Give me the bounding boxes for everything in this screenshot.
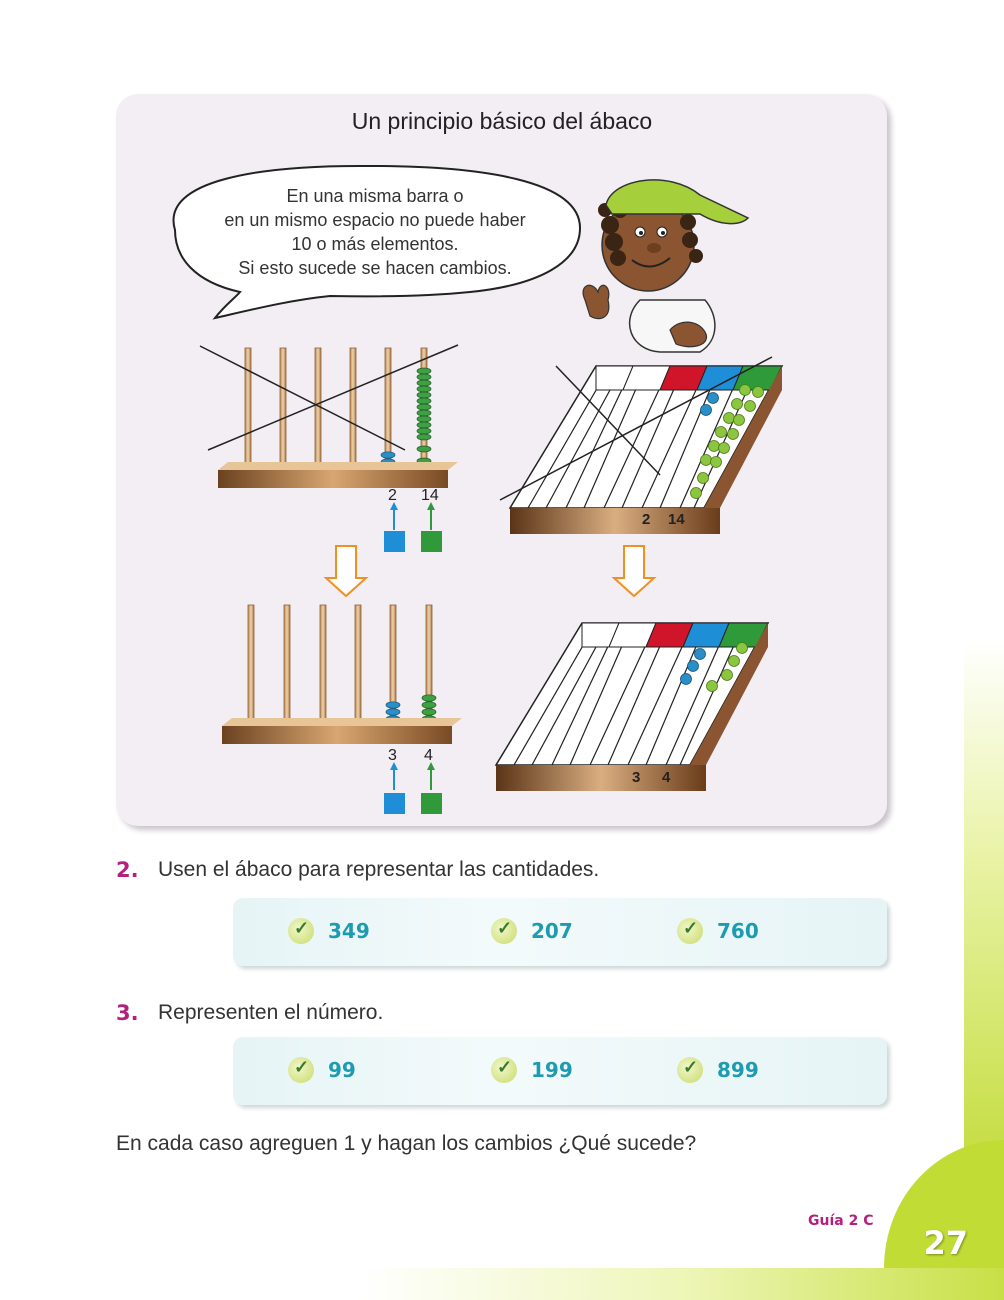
speech-line: 10 o más elementos.	[291, 234, 459, 254]
box-bottom-right-value: 4	[662, 769, 671, 786]
option-value: 207	[531, 919, 573, 943]
option-item[interactable]	[288, 1055, 356, 1085]
check-icon	[491, 918, 517, 944]
option-value: 99	[328, 1058, 356, 1082]
option-value: 760	[717, 919, 759, 943]
option-value: 899	[717, 1058, 759, 1082]
box-abacus-top	[500, 357, 782, 534]
rod-top-right-value: 14	[421, 487, 439, 504]
down-arrow-left	[326, 546, 366, 596]
speech-text	[200, 184, 550, 280]
exercise-3-number: 3.	[116, 1001, 139, 1025]
exercise-3-options	[233, 1037, 887, 1105]
rod-top-left-value: 2	[388, 487, 397, 504]
option-item[interactable]	[491, 916, 573, 946]
box-bottom-left-value: 3	[632, 769, 641, 786]
check-icon	[677, 918, 703, 944]
guide-label: Guía 2 C	[808, 1213, 874, 1229]
check-icon	[491, 1057, 517, 1083]
check-icon	[288, 1057, 314, 1083]
check-icon	[677, 1057, 703, 1083]
check-icon	[288, 918, 314, 944]
speech-line: En una misma barra o	[286, 186, 464, 206]
option-value: 199	[531, 1058, 573, 1082]
option-item[interactable]	[288, 916, 370, 946]
speech-line: Si esto sucede se hacen cambios.	[238, 258, 512, 278]
page-number: 27	[923, 1224, 968, 1262]
closing-question: En cada caso agreguen 1 y hagan los cambios ¿Qué sucede?	[116, 1132, 697, 1155]
exercise-3-text: Representen el número.	[158, 1001, 384, 1024]
down-arrow-right	[614, 546, 654, 596]
exercise-2-number: 2.	[116, 858, 139, 882]
panel-title: Un principio básico del ábaco	[351, 108, 653, 134]
exercise-2-text: Usen el ábaco para representar las cantidades.	[158, 858, 600, 881]
option-item[interactable]	[677, 916, 759, 946]
rod-bottom-right-value: 4	[424, 747, 433, 764]
option-value: 349	[328, 919, 370, 943]
box-top-left-value: 2	[642, 511, 651, 528]
bottom-decoration	[360, 1268, 1004, 1300]
option-item[interactable]	[677, 1055, 759, 1085]
speech-line: en un mismo espacio no puede haber	[224, 210, 526, 230]
rod-abacus-bottom	[222, 605, 462, 814]
box-abacus-bottom	[496, 623, 768, 791]
exercise-2-options	[233, 898, 887, 966]
rod-abacus-top	[200, 345, 458, 552]
option-item[interactable]	[491, 1055, 573, 1085]
box-top-right-value: 14	[668, 511, 685, 528]
boy-illustration	[583, 180, 748, 352]
rod-bottom-left-value: 3	[388, 747, 397, 764]
